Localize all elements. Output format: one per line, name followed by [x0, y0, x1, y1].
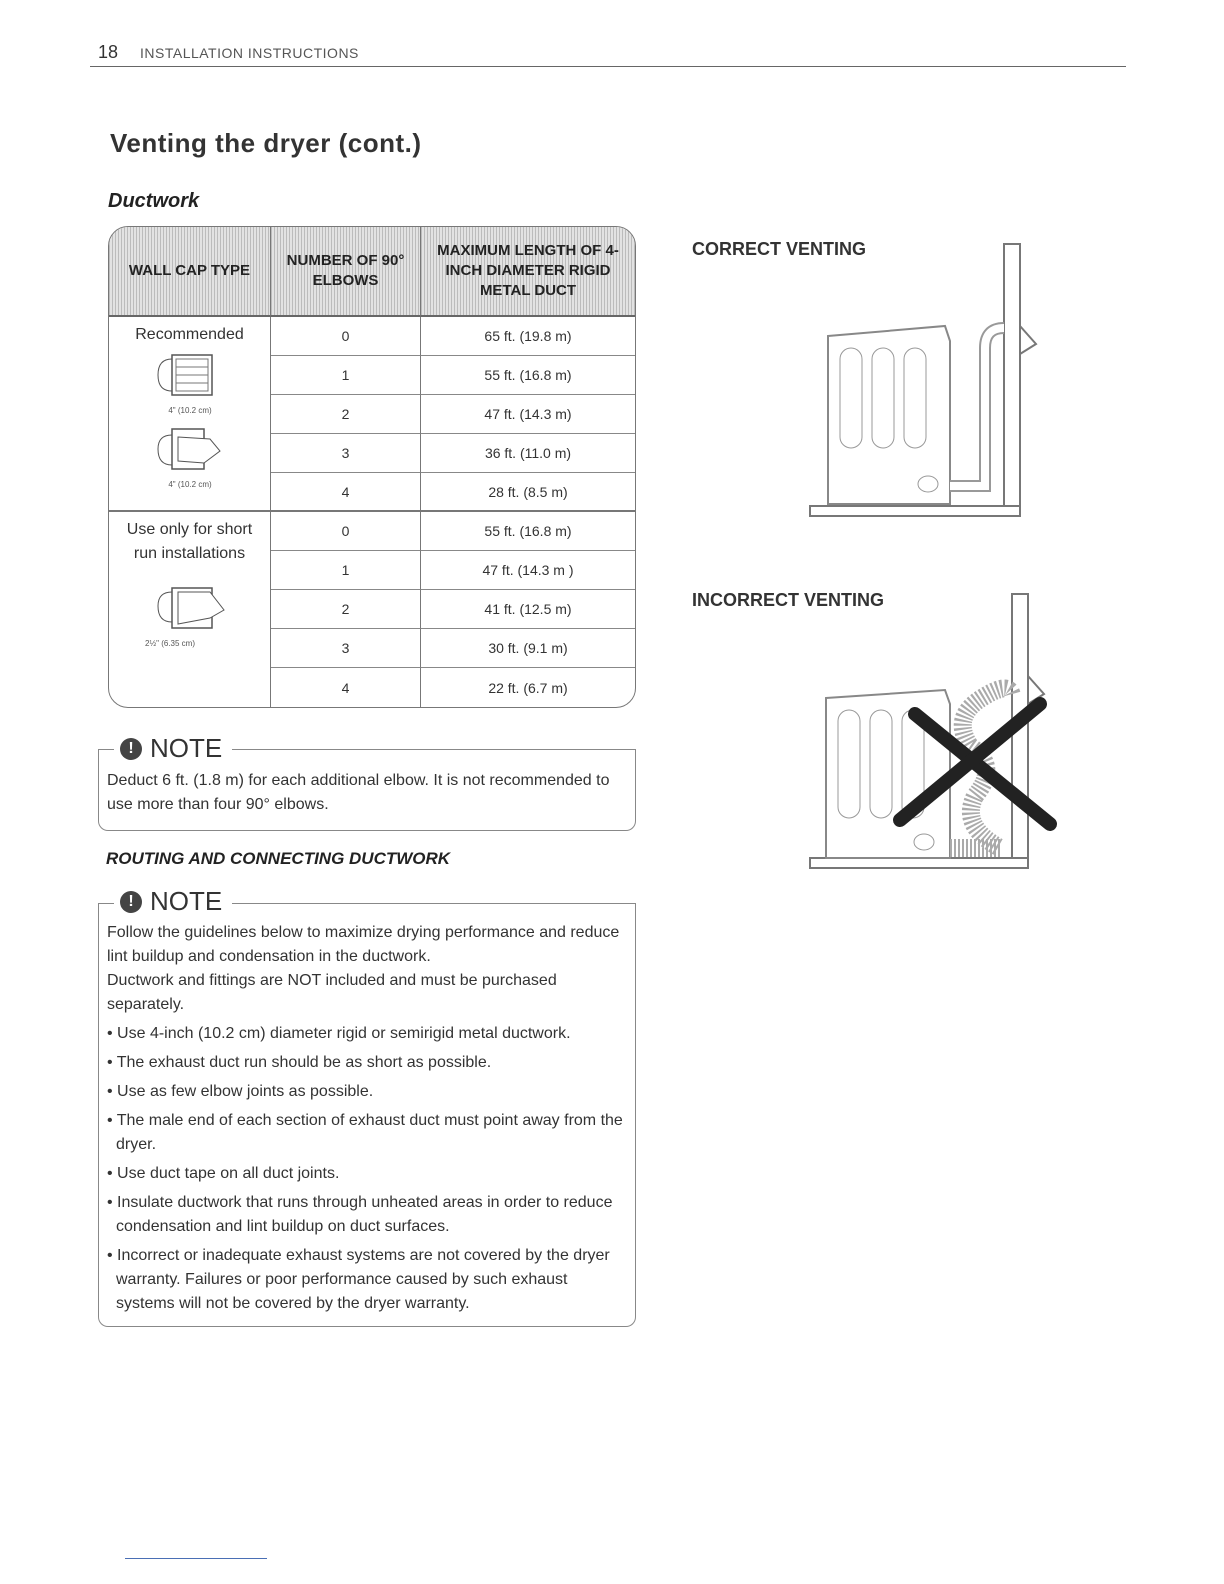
note-heading [114, 886, 232, 917]
note-text: Ductwork and fittings are NOT included and must be purchased separately. [107, 972, 557, 1013]
correct-venting-illustration [800, 236, 1050, 526]
note-heading [114, 733, 232, 764]
wall-cap-short-run [109, 512, 271, 707]
length-cell: 65 ft. (19.8 m) [421, 317, 635, 356]
routing-heading: ROUTING AND CONNECTING DUCTWORK [106, 849, 451, 868]
dim-label: 2½" (6.35 cm) [144, 639, 195, 648]
length-cell: 22 ft. (6.7 m) [488, 679, 568, 696]
elbows-cell: 3 [271, 629, 421, 668]
dim-label: 4" (10.2 cm) [167, 480, 212, 489]
incorrect-venting-illustration [800, 586, 1070, 876]
wall-cap-recommended [109, 317, 271, 512]
length-cell: 30 ft. (9.1 m) [421, 629, 635, 668]
footer-line [125, 1558, 267, 1559]
elbows-cell: 4 [271, 668, 421, 707]
note-box [98, 903, 636, 1327]
bullet-item: • Insulate ductwork that runs through unheated areas in order to reduce condensation and lint buildup on duct surfaces. [107, 1194, 613, 1235]
col-header: NUMBER OF 90° ELBOWS [271, 227, 421, 317]
page-title: Venting the dryer (cont.) [110, 128, 422, 158]
table-row [109, 512, 635, 551]
length-cell: 55 ft. (16.8 m) [421, 356, 635, 395]
bullet-item: • The male end of each section of exhaust duct must point away from the dryer. [107, 1112, 623, 1153]
dim-label: 4" (10.2 cm) [167, 406, 212, 415]
elbows-cell: 3 [271, 434, 421, 473]
section-header: INSTALLATION INSTRUCTIONS [140, 45, 359, 61]
elbows-cell: 1 [271, 356, 421, 395]
col-header: WALL CAP TYPE [109, 227, 271, 317]
ductwork-table [108, 226, 636, 708]
cap-label: Recommended [135, 326, 244, 343]
correct-venting-label: CORRECT VENTING [692, 239, 867, 259]
warning-icon: ! [120, 891, 142, 913]
length-cell: 47 ft. (14.3 m ) [421, 551, 635, 590]
elbows-cell: 2 [271, 590, 421, 629]
wall-cap-louvered-icon [140, 347, 240, 497]
warning-icon: ! [120, 738, 142, 760]
bullet-item: • Incorrect or inadequate exhaust systems are not covered by the dryer warranty. Failures or poor performance caused by such exhaust systems will not be covered by the dryer warranty. [107, 1247, 610, 1312]
wall-cap-hood-icon [140, 584, 240, 674]
length-cell: 47 ft. (14.3 m) [421, 395, 635, 434]
elbows-cell: 2 [271, 395, 421, 434]
length-cell: 28 ft. (8.5 m) [421, 473, 635, 512]
bullet-item: • Use duct tape on all duct joints. [107, 1165, 340, 1182]
bullet-item: • The exhaust duct run should be as short as possible. [107, 1054, 492, 1071]
elbows-cell: 1 [271, 551, 421, 590]
bullet-item: • Use 4-inch (10.2 cm) diameter rigid or semirigid metal ductwork. [107, 1025, 571, 1042]
incorrect-venting-label: INCORRECT VENTING [692, 590, 885, 610]
elbows-cell: 4 [271, 473, 421, 512]
bullet-item: • Use as few elbow joints as possible. [107, 1083, 374, 1100]
length-cell: 36 ft. (11.0 m) [421, 434, 635, 473]
note-text: Deduct 6 ft. (1.8 m) for each additional elbow. It is not recommended to use more than four 90° elbows. [107, 772, 610, 813]
note-text: Follow the guidelines below to maximize drying performance and reduce lint buildup and condensation in the ductwork. [107, 924, 620, 965]
table-header-row [109, 227, 635, 317]
note-heading-text: NOTE [150, 733, 223, 763]
elbows-cell: 0 [271, 317, 421, 356]
note-heading-text: NOTE [150, 886, 223, 916]
elbows-cell: 0 [271, 512, 421, 551]
cap-label: Use only for short run installations [126, 521, 253, 562]
length-cell: 41 ft. (12.5 m) [421, 590, 635, 629]
length-cell: 55 ft. (16.8 m) [421, 512, 635, 551]
table-row [109, 317, 635, 356]
col-header: MAXIMUM LENGTH OF 4-INCH DIAMETER RIGID METAL DUCT [421, 227, 635, 317]
page-number: 18 [98, 42, 119, 62]
section-subtitle: Ductwork [108, 190, 200, 212]
header-divider [90, 66, 1126, 67]
